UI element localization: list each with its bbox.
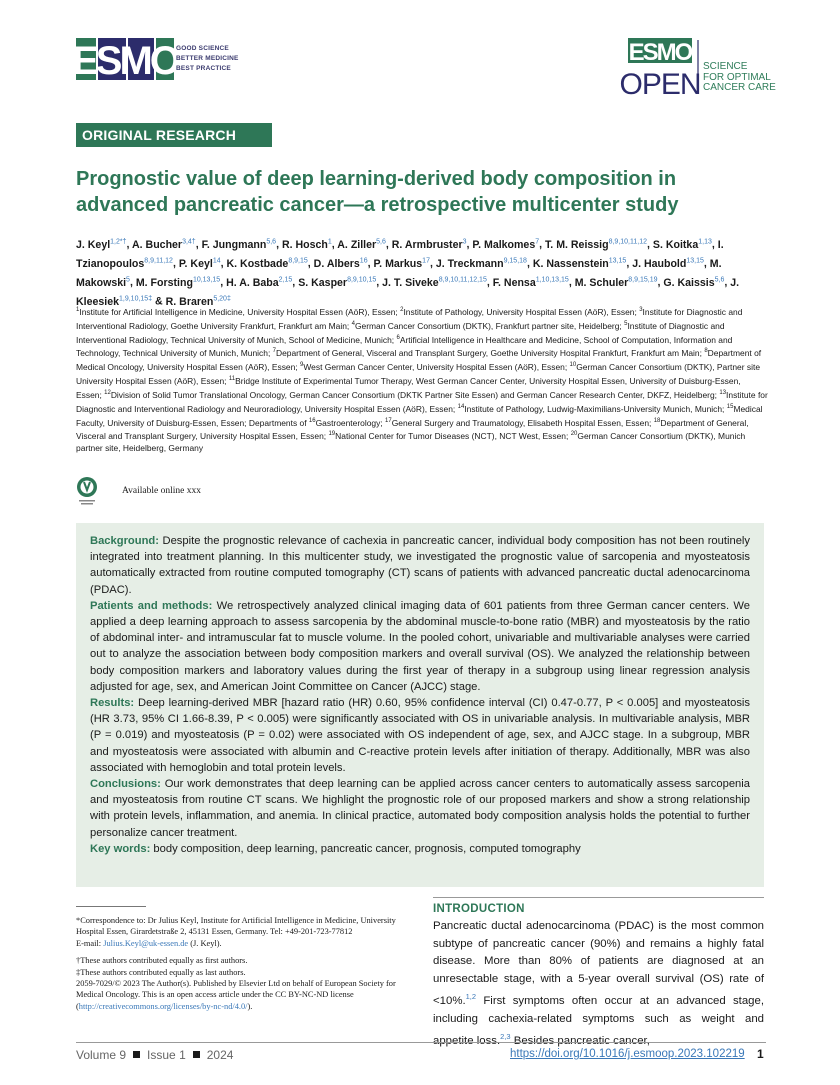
author-name: J. Keyl: [76, 238, 111, 251]
abstract-label: Patients and methods:: [90, 599, 213, 612]
affiliation-text: Artificial Intelligence in Healthcare and Medicine, School of Computation, Information and Technology, Technical University of Munich, Munich;: [76, 334, 733, 359]
author-name: G. Kaissis: [663, 276, 715, 289]
article-type-banner: ORIGINAL RESEARCH: [76, 123, 272, 147]
author-list: J. Keyl$^{1,2*\dagger}$, A. Bucher$^{3,4\dagger}$, F. Jungmann$^{5,6}$, R. Hosch$^1$, A. Ziller$^{5,6}$, R. Armbruster$^3$, P. Malkomes$^7$, T. M. Reissig$^{8,9,10,11,12}$, S. Koitka$^{1,13}$, I. Tzianopoulos$^{8,9,11,12}$, P. Keyl$^{14}$, K. Kostbade$^{8,9,15}$, D. Albers$^{16}$, P. Markus$^{17}$, J. Treckmann$^{9,15,18}$, K. Nassenstein$^{13,15}$, J. Haubold$^{13,15}$, M. Makowski$^5$, M. Forsting$^{10,13,15}$, H. A. Baba$^{2,15}$, S. Kasper$^{8,9,10,15}$, J. T. Siveke$^{8,9,10,11,12,15}$, F. Nensa$^{1,10,13,15}$, M. Schuler$^{8,9,15,19}$, G. Kaissis$^{5,6}$, J. Kleesiek$^{1,9,10,15\ddagger}$ & R. Braren$^{5,20\ddagger}$: [76, 238, 740, 308]
affiliation-text: Bridge Institute of Experimental Tumor Therapy, West German Cancer Center, University Hospital Essen, University of Duisburg-Essen, Essen;: [76, 375, 741, 400]
author-affiliation-ref[interactable]: 13,15: [608, 257, 627, 265]
introduction-body: [433, 918, 764, 1051]
tagline-line: CANCER CARE: [703, 82, 776, 93]
author-name: J. Kleesiek: [76, 276, 740, 308]
footer-issue: Issue 1: [147, 1048, 186, 1062]
author-affiliation-ref[interactable]: 3,4†: [182, 238, 196, 245]
affiliation-number: 11: [228, 376, 236, 383]
author-name: J. T. Siveke: [382, 276, 439, 289]
author-name: M. Schuler: [574, 276, 629, 289]
affiliation-number: 15: [726, 403, 734, 410]
copyright-text: 2059-7029/© 2023 The Author(s). Published by Elsevier Ltd on behalf of European Society for Medical Oncology. This is an open access article under the CC BY-NC-ND license (: [76, 979, 396, 1011]
abstract-text: Deep learning-derived MBR [hazard ratio (HR) 0.60, 95% confidence interval (CI) 0.47-0.77, P < 0.005] and myosteatosis (HR 3.73, 95% CI 1.66-8.39, P < 0.005) were significantly associated with OS in univariable analysis. In multivariable analysis, MBR (P = 0.019) and myosteatosis (P = 0.02) were associated with OS independent of age, sex, and AJCC stage. In a subgroup, MBR and myosteatosis were associated with albumin and C-reactive protein levels after initiation of therapy. Additionally, MBR was also associated with hemoglobin and total protein levels.: [90, 697, 750, 774]
author: [298, 277, 376, 289]
affiliation-text: Gastroenterology;: [315, 417, 386, 428]
affiliation-number: 2: [400, 307, 404, 313]
abstract-methods: [90, 598, 750, 695]
author-name: D. Albers: [313, 257, 360, 270]
intro-text: First symptoms often occur at an advanced stage, including cachexia-related symptoms such as weight and appetite loss.: [433, 995, 764, 1048]
affiliation-text: Department of General, Visceral and Transplant Surgery, Goethe University Hospital Frankfurt, Frankfurt am Main;: [276, 348, 705, 359]
affiliation-number: 7: [272, 348, 276, 355]
affiliation-text: Institute for Artificial Intelligence in Medicine, University Hospital Essen (AöR), Essen;: [79, 306, 401, 317]
esmo-open-logo-bottom: OPEN: [619, 68, 701, 101]
author: [202, 239, 276, 251]
abstract-text: We retrospectively analyzed clinical imaging data of 601 patients from three German cancer centers. We applied a deep learning approach to assess sarcopenia by the abdominal muscle-to-bone ratio (MBR) and myosteatosis by the ratio of abdominal inter- and intramuscular fat to muscle volume. In the pooled cohort, univariable and multivariable analyses were carried out to analyze the association between body composition markers and overall survival (OS). We analyzed the relationship between body composition markers and laboratory values during the first year of therapy in a subgroup using linear regression analysis adjusted for age, sex, and American Joint Committee on Cancer (AJCC) stage.: [90, 599, 750, 693]
esmo-tagline: [176, 44, 239, 74]
author-affiliation-ref[interactable]: 5: [126, 276, 130, 284]
author-name: M. Makowski: [76, 257, 722, 289]
intro-text: Besides pancreatic cancer,: [510, 1035, 650, 1048]
author-affiliation-ref[interactable]: 5,6: [714, 276, 725, 284]
author: [226, 277, 292, 289]
affiliation-number: 13: [719, 389, 727, 396]
affiliation-text: German Cancer Consortium (DKTK), Frankfurt partner site, Heidelberg;: [354, 320, 625, 331]
email-note: [76, 938, 408, 949]
author-affiliation-ref[interactable]: 8,9,10,15: [347, 276, 377, 284]
affiliation-number: 9: [300, 362, 304, 369]
author-affiliation-ref[interactable]: 3: [462, 238, 467, 245]
affiliation-text: Institute of Pathology, University Hospital Essen (AöR), Essen;: [403, 306, 640, 317]
affiliation-text: Institute for Diagnostic and Interventional Radiology and Neuroradiology, University Hospital Essen (AöR), Essen;: [76, 389, 768, 414]
affiliation-text: West German Cancer Center, University Hospital Essen (AöR), Essen;: [303, 362, 570, 373]
author-name: J. Treckmann: [435, 257, 504, 270]
page-number: 1: [757, 1047, 764, 1061]
author-affiliation-ref[interactable]: 1,9,10,15‡: [119, 295, 153, 303]
affiliation-number: 18: [653, 417, 661, 424]
affiliation-text: National Center for Tumor Diseases (NCT), NCT West, Essen;: [335, 431, 571, 442]
author-name: K. Nassenstein: [532, 257, 609, 270]
author-name: T. M. Reissig: [545, 238, 609, 251]
affiliation-number: 4: [351, 320, 355, 327]
author: [76, 239, 127, 251]
abstract-text: Despite the prognostic relevance of cachexia in pancreatic cancer, individual body composition has not been routinely integrated into treatment planning. In this multicenter study, we investigated the prognostic value of sarcopenia and myosteatosis automatically extracted from routine computed tomography (CT) scans of patients with advanced pancreatic ductal adenocarcinoma (PDAC).: [90, 535, 750, 596]
affiliation-number: 14: [457, 403, 465, 410]
affiliation-text: Institute of Pathology, Ludwig-Maximilians-University Munich, Munich;: [464, 403, 727, 414]
author-affiliation-ref[interactable]: 14: [212, 257, 221, 265]
affiliation-number: 17: [385, 417, 392, 424]
abstract-box: [76, 523, 764, 887]
author: [632, 258, 704, 270]
author: [545, 239, 647, 251]
author-affiliation-ref[interactable]: 1,13: [698, 238, 712, 245]
correspondence-note: *Correspondence to: Dr Julius Keyl, Institute for Artificial Intelligence in Medicine, University Hospital Essen, Girardetstraße 2, 45131 Essen, Germany. Tel: +49-201-723-77812: [76, 916, 396, 937]
author-affiliation-ref[interactable]: 5,6: [266, 238, 277, 245]
author-affiliation-ref[interactable]: 13,15: [686, 257, 704, 265]
author: [179, 258, 221, 270]
email-prefix: E-mail:: [76, 938, 104, 948]
affiliation-number: 10: [569, 362, 577, 369]
intro-text: Pancreatic ductal adenocarcinoma (PDAC) is the most common subtype of pancreatic cancer (90%) and remains a highly fatal disease. More than 80% of patients are diagnosed at an unresectable stage, with a 5-year overall survival (OS) rate of <10%.: [433, 920, 764, 1008]
author-affiliation-ref[interactable]: 10,13,15: [192, 276, 221, 284]
author-affiliation-ref[interactable]: 1,2*†: [110, 238, 127, 245]
affiliation-text: German Cancer Consortium (DKTK), Partner site University Hospital Essen (AöR), Essen;: [76, 362, 761, 386]
author-affiliation-ref[interactable]: 8,9,10,11,12,15: [438, 276, 487, 284]
abstract-background: [90, 533, 750, 598]
author-affiliation-ref[interactable]: 9,15,18: [503, 257, 527, 265]
author-name: R. Armbruster: [391, 238, 463, 251]
abstract-text: Our work demonstrates that deep learning can be applied across cancer centers to automatically assess sarcopenia and myosteatosis from routine CT scans. We highlight the prognostic role of our proposed markers and show a strong relationship with protein levels, inflammation, and anemia. In clinical practice, automated body composition analysis holds the potential to further personalize cancer treatment.: [90, 778, 750, 839]
author: [663, 277, 724, 289]
license-link[interactable]: http://creativecommons.org/licenses/by-nc-nd/4.0/: [78, 1001, 248, 1011]
author-affiliation-ref[interactable]: 16: [359, 257, 368, 265]
tagline-line: BETTER MEDICINE: [176, 55, 239, 62]
author-name: A. Ziller: [337, 238, 377, 251]
tagline-line: BEST PRACTICE: [176, 65, 231, 72]
author: [653, 239, 712, 251]
article-title: Prognostic value of deep learning-derived body composition in advanced pancreatic cancer—a retrospective multicenter study: [76, 168, 679, 216]
author-affiliation-ref[interactable]: 1,10,13,15: [535, 276, 569, 284]
author-name: F. Nensa: [492, 276, 536, 289]
abstract-results: [90, 695, 750, 776]
last-authors-note: ‡These authors contributed equally as last authors.: [76, 967, 246, 977]
footnote-rule: [76, 906, 146, 907]
affiliation-list: [76, 304, 768, 454]
first-authors-note: †These authors contributed equally as first authors.: [76, 956, 248, 966]
author-affiliation-ref[interactable]: 17: [422, 257, 430, 265]
esmo-logo-text: ESMO: [72, 39, 178, 83]
author-name: A. Bucher: [132, 238, 183, 251]
introduction-heading: INTRODUCTION: [433, 897, 764, 915]
author-affiliation-ref[interactable]: 8,9,11,12: [144, 257, 173, 265]
available-online: Available online xxx: [122, 486, 201, 496]
affiliation-text: Institute of Diagnostic and Interventional Radiology, Technical University of Munich, School of Medicine, Munich;: [76, 320, 725, 345]
author: [373, 258, 429, 270]
abstract-label: Background:: [90, 535, 159, 547]
author: [282, 239, 332, 251]
footer-volume: Volume 9: [76, 1048, 127, 1062]
author: [314, 258, 368, 270]
copyright-note: [76, 978, 408, 1012]
author-affiliation-ref[interactable]: 7: [535, 238, 540, 245]
affiliation-text: Medical Faculty, University of Duisburg-Essen, Essen; Departments of: [76, 403, 763, 428]
abstract-keywords: [90, 841, 750, 857]
author-name: P. Malkomes: [472, 238, 536, 251]
author: [132, 239, 196, 251]
author-name: R. Braren: [165, 295, 214, 308]
tagline-line: GOOD SCIENCE: [176, 45, 229, 52]
author: [382, 277, 487, 289]
affiliation-number: 8: [704, 348, 708, 355]
author: [533, 258, 626, 270]
author-name: J. Haubold: [632, 257, 687, 270]
author-name: P. Keyl: [178, 257, 213, 270]
author-name: P. Markus: [373, 257, 423, 270]
author-name: K. Kostbade: [226, 257, 289, 270]
esmo-open-tagline: [703, 62, 776, 94]
author-name: S. Koitka: [652, 238, 699, 251]
footer-year: 2024: [206, 1048, 234, 1062]
abstract-label: Conclusions:: [90, 778, 161, 791]
author-affiliation-ref[interactable]: 1: [327, 238, 332, 245]
affiliation-text: German Cancer Consortium (DKTK), Munich partner site, Heidelberg, Germany: [76, 431, 746, 454]
author-affiliation-ref[interactable]: 5,20‡: [213, 295, 231, 303]
square-separator-icon: [133, 1051, 140, 1058]
copyright-end: ).: [247, 1001, 253, 1011]
affiliation-text: Department of General, Visceral and Transplant Surgery, University Hospital Essen, Essen;: [76, 417, 749, 442]
author-name: R. Hosch: [281, 238, 328, 251]
affiliation-number: 6: [396, 334, 400, 341]
affiliation-number: 3: [639, 307, 643, 313]
check-for-updates-icon[interactable]: [76, 476, 98, 506]
author: [575, 277, 658, 289]
author: [392, 239, 467, 251]
footnotes: [76, 906, 408, 1012]
email-link[interactable]: Julius.Keyl@uk-essen.de: [103, 938, 189, 948]
tagline-line: FOR OPTIMAL: [703, 71, 771, 83]
author-affiliation-ref[interactable]: 5,6: [376, 238, 386, 245]
affiliation-number: 1: [76, 307, 80, 313]
affiliation-number: 19: [328, 431, 336, 438]
doi-link[interactable]: https://doi.org/10.1016/j.esmoop.2023.102219: [510, 1048, 745, 1060]
reference-link[interactable]: 1,2: [465, 992, 477, 1002]
author: [436, 258, 527, 270]
affiliation-number: 16: [308, 417, 316, 424]
affiliation-text: Institute for Diagnostic and Interventional Radiology, Goethe University Frankfurt, Frankfurt am Main;: [76, 306, 743, 331]
author: [493, 277, 569, 289]
author-affiliation-ref[interactable]: 2,15: [278, 276, 293, 284]
author-name: F. Jungmann: [201, 238, 267, 251]
author-name: I. Tzianopoulos: [76, 238, 724, 270]
abstract-text: body composition, deep learning, pancreatic cancer, prognosis, computed tomography: [150, 842, 581, 855]
abstract-label: Results:: [90, 697, 135, 710]
author-name: H. A. Baba: [226, 276, 279, 289]
email-suffix: (J. Keyl).: [188, 938, 222, 948]
affiliation-number: 20: [570, 431, 578, 438]
author-affiliation-ref[interactable]: 8,9,15: [288, 257, 308, 265]
reference-link[interactable]: 2,3: [500, 1032, 511, 1042]
footer-rule: [76, 1042, 766, 1043]
author: [227, 258, 308, 270]
footer-issue-info: [76, 1048, 233, 1062]
author-name: M. Forsting: [135, 276, 193, 289]
affiliation-text: General Surgery and Traumatology, Elisabeth Hospital Essen, Essen;: [391, 417, 654, 428]
abstract-conclusions: [90, 776, 750, 841]
esmo-open-logo-top: ESMO: [628, 39, 692, 66]
author: [136, 277, 220, 289]
square-separator-icon: [193, 1051, 200, 1058]
author-name: S. Kasper: [298, 276, 348, 289]
author: [337, 239, 386, 251]
affiliation-number: 12: [104, 389, 111, 396]
affiliation-number: 5: [624, 320, 628, 327]
author: [472, 239, 539, 251]
affiliation-text: Department of Medical Oncology, University Hospital Essen (AöR), Essen;: [76, 348, 762, 373]
author-affiliation-ref[interactable]: 8,9,15,19: [628, 276, 658, 284]
affiliation-text: Division of Solid Tumor Translational Oncology, German Cancer Consortium (DKTK Partner Site Essen) and German Cancer Research Center, DKFZ, Heidelberg;: [110, 389, 720, 400]
author-affiliation-ref[interactable]: 8,9,10,11,12: [608, 238, 647, 245]
abstract-label: Key words:: [90, 842, 151, 855]
tagline-line: SCIENCE: [703, 61, 748, 72]
